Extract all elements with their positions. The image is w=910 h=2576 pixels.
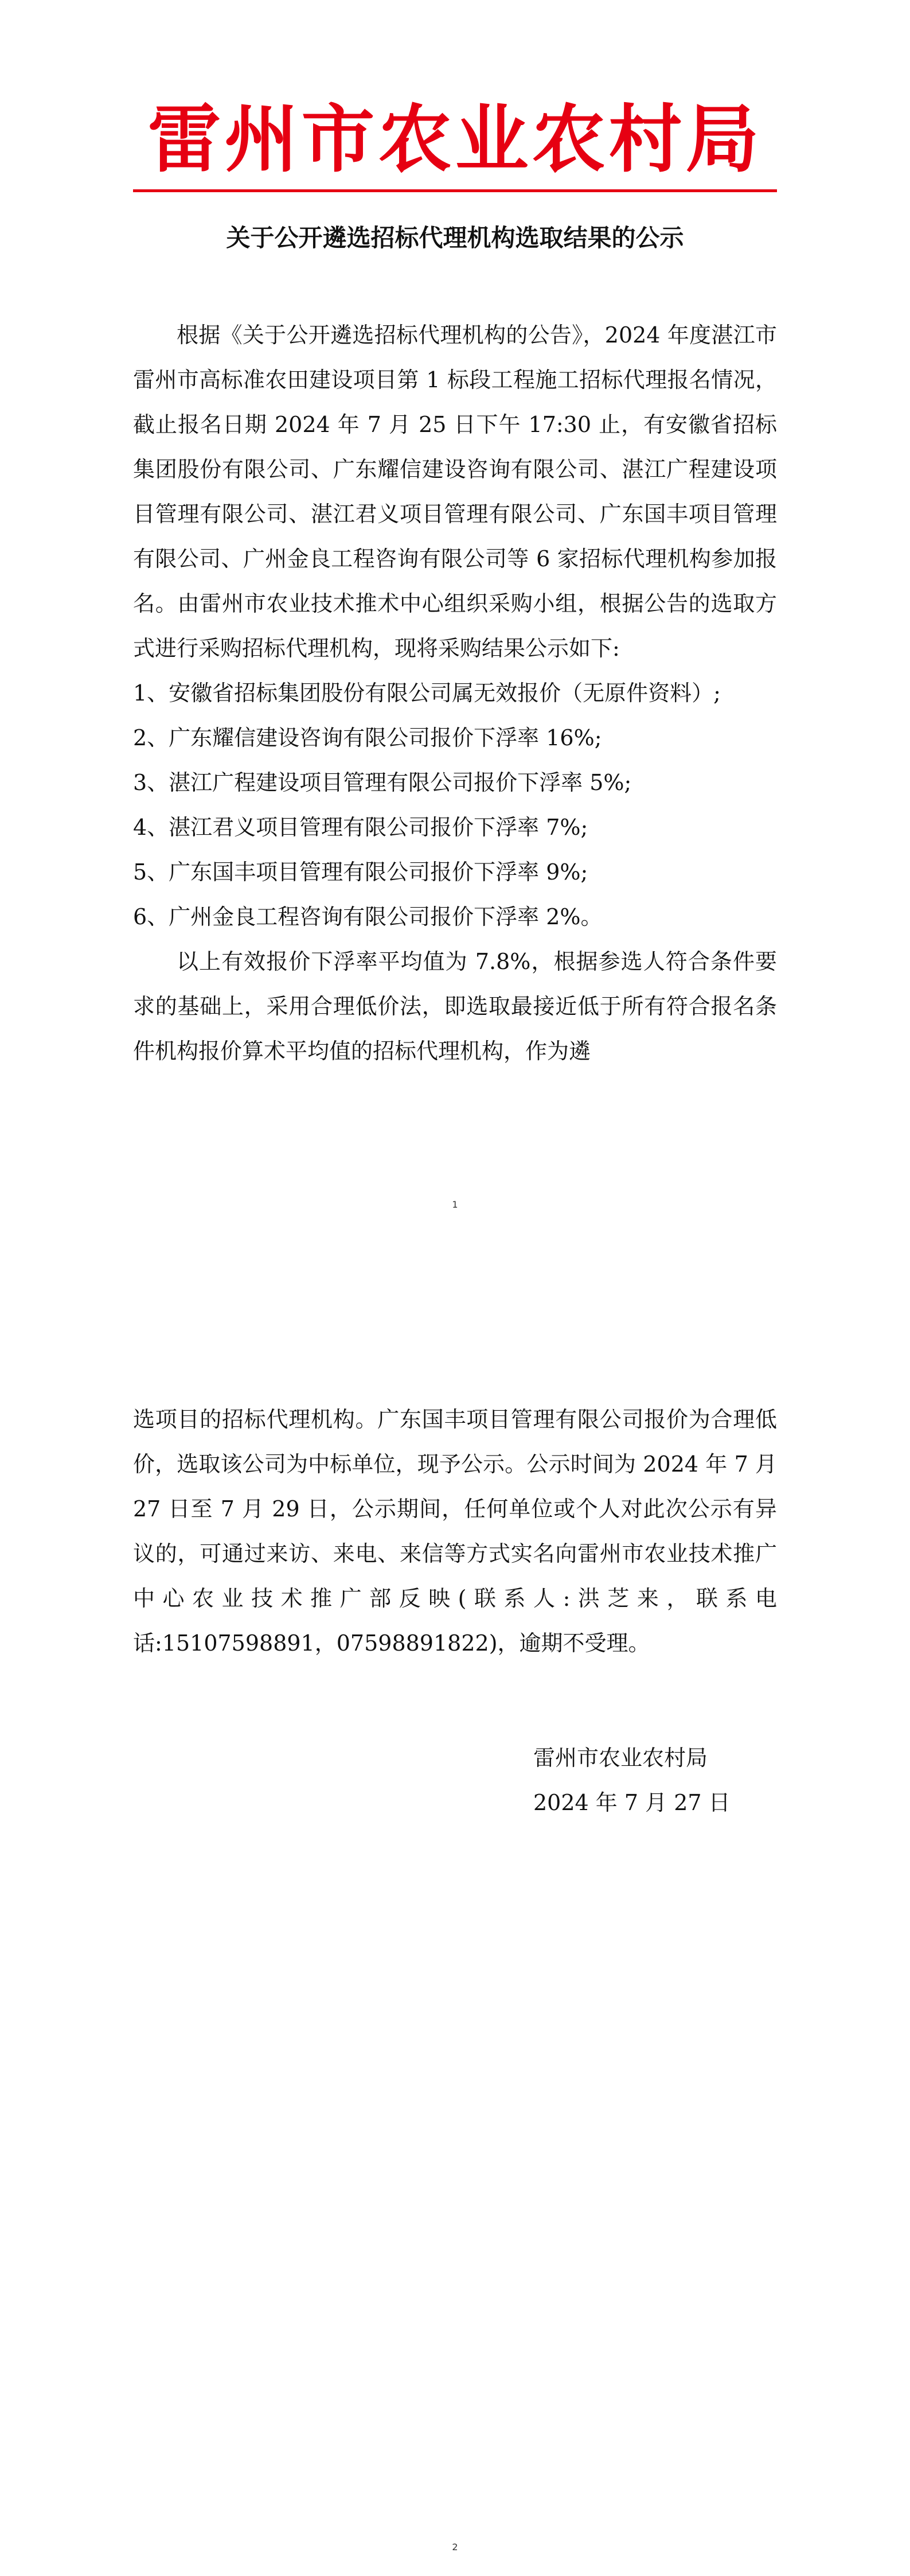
signature-org: 雷州市农业农村局 [533,1745,708,1770]
document-body-page-2 [133,1397,777,1666]
signature-date: 2024 年 7 月 27 日 [533,1790,731,1815]
page-number-1: 1 [452,1199,458,1210]
result-item-4: 4、湛江君义项目管理有限公司报价下浮率 7%; [133,815,588,840]
result-item-1: 1、安徽省招标集团股份有限公司属无效报价（无原件资料）; [133,680,721,706]
result-item-2: 2、广东耀信建设咨询有限公司报价下浮率 16%; [133,725,602,750]
intro-paragraph: 根据《关于公开遴选招标代理机构的公告》，2024 年度湛江市雷州市高标准农田建设项目第 1 标段工程施工招标代理报名情况，截止报名日期 2024 年 7 月 25 日下午 17:30 止，有安徽省招标集团股份有限公司、广东耀信建设咨询有限公司、湛江广程建设项目管理有限公司、湛江君义项目管理有限公司、广东国丰项目管理有限公司、广州金良工程咨询有限公司等 6 家招标代理机构参加报名。由雷州市农业技术推术中心组织采购小组，根据公告的选取方式进行采购招标代理机构，现将采购结果公示如下: [133,322,777,661]
document-body-page-1 [133,313,777,1073]
results-list [133,671,777,939]
header-org-name: 雷州市农业农村局 [147,96,763,182]
document-title: 关于公开遴选招标代理机构选取结果的公示 [226,224,684,252]
conclusion-paragraph-part-2: 选项目的招标代理机构。广东国丰项目管理有限公司报价为合理低价，选取该公司为中标单位，现予公示。公示时间为 2024 年 7 月 27 日至 7 月 29 日，公示期间，任何单位或个人对此次公示有异议的，可通过来访、来电、来信等方式实名向雷州市农业技术推广中心农业技术推广部反映(联系人:洪芝来，联系电话:15107598891，07598891822)，逾期不受理。 [133,1407,777,1656]
result-item-3: 3、湛江广程建设项目管理有限公司报价下浮率 5%; [133,770,632,795]
result-item-6: 6、广州金良工程咨询有限公司报价下浮率 2%。 [133,904,603,929]
page-2 [0,1288,910,2576]
result-item-5: 5、广东国丰项目管理有限公司报价下浮率 9%; [133,859,588,885]
page-number-2: 2 [452,2542,458,2552]
header-red-rule [133,189,777,192]
conclusion-paragraph-part-1: 以上有效报价下浮率平均值为 7.8%，根据参选人符合条件要求的基础上，采用合理低价法，即选取最接近低于所有符合报名条件机构报价算术平均值的招标代理机构，作为遴 [133,949,777,1064]
